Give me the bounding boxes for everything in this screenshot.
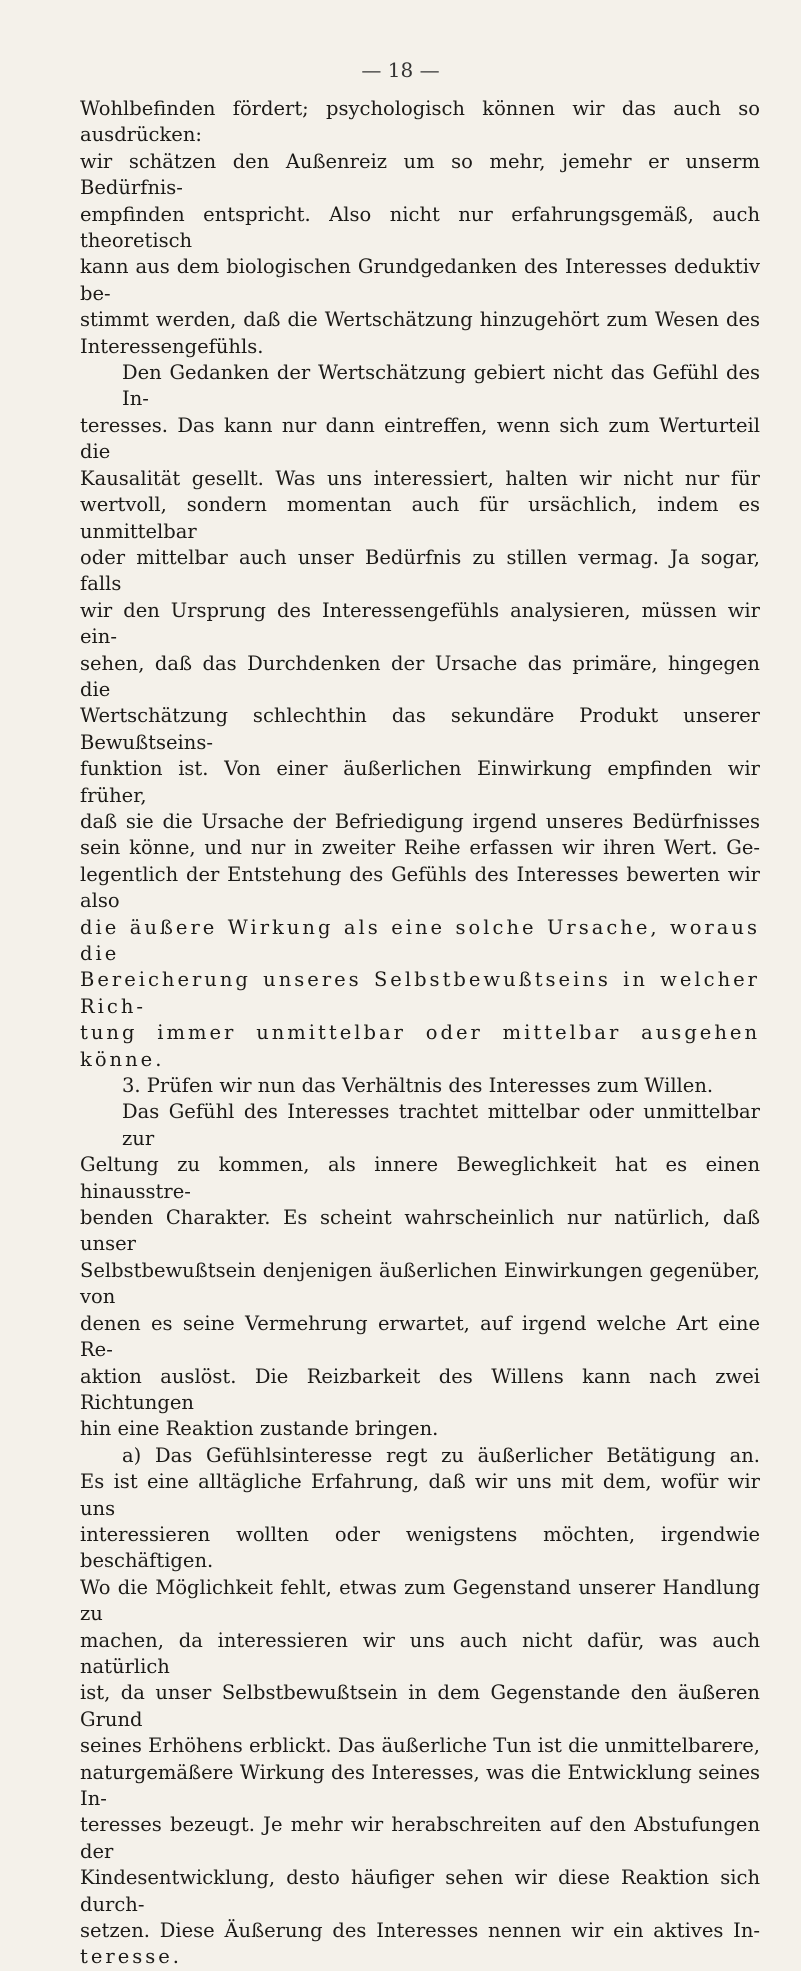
page-number: — 18 — <box>361 58 440 82</box>
text-line: funktion ist. Von einer äußerlichen Einwirkung empfinden wir früher, <box>80 757 760 807</box>
text-line: hin eine Reaktion zustande bringen. <box>80 1417 439 1441</box>
text-line: Wo die Möglichkeit fehlt, etwas zum Gegenstand unserer Handlung zu <box>80 1575 760 1626</box>
text-line: seines Erhöhens erblickt. Das äußerliche Tun ist die unmittelbarere, <box>80 1734 760 1758</box>
text-line: benden Charakter. Es scheint wahrscheinlich nur natürlich, daß unser <box>80 1206 760 1256</box>
text-line: Kindesentwicklung, desto häufiger sehen wir diese Reaktion sich durch- <box>80 1866 760 1916</box>
text-line: stimmt werden, daß die Wertschätzung hinzugehört zum Wesen des <box>80 308 760 332</box>
text-line: Kausalität gesellt. Was uns interessiert, halten wir nicht nur für <box>80 466 760 490</box>
text-line: tung immer unmittelbar oder mittelbar ausgehen könne. <box>80 1021 760 1071</box>
text-line: empfinden entspricht. Also nicht nur erfahrungsgemäß, auch theoretisch <box>80 202 760 253</box>
text-line: wir schätzen den Außenreiz um so mehr, jemehr er unserm Bedürfnis- <box>80 149 760 200</box>
text-line: die äußere Wirkung als eine solche Ursache, woraus die <box>80 915 760 965</box>
text-line: denen es seine Vermehrung erwartet, auf irgend welche Art eine Re- <box>80 1311 760 1362</box>
text-line: Das Gefühl des Interesses trachtet mittelbar oder unmittelbar zur <box>122 1100 760 1150</box>
text-line: teresses bezeugt. Je mehr wir herabschreiten auf den Abstufungen der <box>80 1813 760 1863</box>
text-line: Es ist eine alltägliche Erfahrung, daß wir uns mit dem, wofür wir uns <box>80 1470 760 1520</box>
text-line: Bereicherung unseres Selbstbewußtseins in welcher Rich- <box>80 968 760 1018</box>
text-line: oder mittelbar auch unser Bedürfnis zu stillen vermag. Ja sogar, falls <box>80 545 760 596</box>
text-line: Den Gedanken der Wertschätzung gebiert nicht das Gefühl des In- <box>122 361 760 411</box>
text-line: 3. Prüfen wir nun das Verhältnis des Interesses zum Willen. <box>122 1074 714 1098</box>
text-line: a) Das Gefühlsinteresse regt zu äußerlicher Betätigung an. <box>122 1443 760 1467</box>
text-line: interessieren wollten oder wenigstens möchten, irgendwie beschäftigen. <box>80 1522 760 1573</box>
text-line: Geltung zu kommen, als innere Beweglichkeit hat es einen hinausstre- <box>80 1153 760 1203</box>
text-line: aktion auslöst. Die Reizbarkeit des Willens kann nach zwei Richtungen <box>80 1364 760 1414</box>
text-line: setzen. Diese Äußerung des Interesses nennen wir ein aktives In- <box>80 1919 760 1943</box>
text-line: machen, da interessieren wir uns auch nicht dafür, was auch natürlich <box>80 1628 760 1678</box>
text-line: kann aus dem biologischen Grundgedanken des Interesses deduktiv be- <box>80 255 760 305</box>
text-line: daß sie die Ursache der Befriedigung irgend unseres Bedürfnisses <box>80 809 760 833</box>
text-line: sein könne, und nur in zweiter Reihe erfassen wir ihren Wert. Ge- <box>80 836 760 860</box>
text-line: wertvoll, sondern momentan auch für ursächlich, indem es unmittelbar <box>80 493 760 543</box>
text-line: wir den Ursprung des Interessengefühls analysieren, müssen wir ein- <box>80 598 760 649</box>
text-line: teresse. <box>80 1945 182 1969</box>
text-line: teresses. Das kann nur dann eintreffen, wenn sich zum Werturteil die <box>80 413 760 464</box>
text-line: Selbstbewußtsein denjenigen äußerlichen Einwirkungen gegenüber, von <box>80 1258 760 1309</box>
text-line: sehen, daß das Durchdenken der Ursache das primäre, hingegen die <box>80 651 760 701</box>
text-line: legentlich der Entstehung des Gefühls des Interesses bewerten wir also <box>80 862 760 913</box>
text-line: ist, da unser Selbstbewußtsein in dem Gegenstande den äußeren Grund <box>80 1681 760 1731</box>
text-line: Wertschätzung schlechthin das sekundäre Produkt unserer Bewußtseins- <box>80 704 760 754</box>
text-line: naturgemäßere Wirkung des Interesses, was die Entwicklung seines In- <box>80 1760 760 1810</box>
body-text <box>80 96 760 1971</box>
text-line: Interessengefühls. <box>80 334 264 358</box>
text-line: Wohlbefinden fördert; psychologisch können wir das auch so ausdrücken: <box>80 97 760 147</box>
